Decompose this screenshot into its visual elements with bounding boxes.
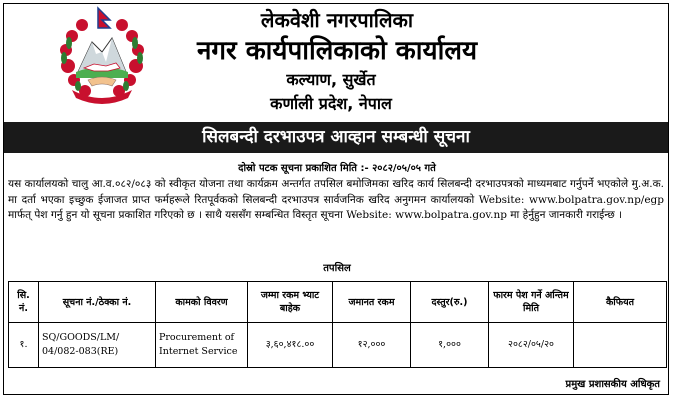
table-caption: तपसिल	[323, 263, 351, 274]
cell-sn: १.	[9, 323, 39, 368]
cell-remarks	[574, 323, 667, 368]
col-header-amount: जम्मा रकम भ्याट बाहेक	[248, 282, 333, 323]
col-header-sn: सि. नं.	[9, 282, 39, 323]
office-location: कल्याण, सुर्खेत	[286, 70, 376, 89]
table-header-row	[9, 282, 667, 323]
publication-date: दोस्रो पटक सूचना प्रकाशित मिति :- २०८२/०५/०५ गते	[238, 163, 436, 174]
table-row	[9, 323, 667, 368]
col-header-description: कामको विवरण	[156, 282, 248, 323]
cell-deadline: २०८२/०५/२०	[489, 323, 574, 368]
col-header-remarks: कैफियत	[574, 282, 667, 323]
cell-fee: १,०००	[411, 323, 489, 368]
signatory: प्रमुख प्रशासकीय अधिकृत	[565, 379, 660, 390]
cell-amount: ३,६०,४१८.००	[248, 323, 333, 368]
col-header-fee: दस्तुर(रु.)	[411, 282, 489, 323]
notice-body: यस कार्यालयको चालु आ.व.०८२/०८३ को स्वीकृत योजना तथा कार्यक्रम अन्तर्गत तपसिल बमोजिमका खरिद कार्य सिलबन्दी दरभाउपत्रको माध्यमबाट गर्नुपर्ने भएकोले मु.अ.क. मा दर्ता भएका इच्छुक ईजाजत प्राप्त फर्महरूले रितपूर्वकको सिलबन्दी दरभाउपत्र सार्वजनिक खरिद अनुगमन कार्यालयको Website: www.bolpatra.gov.np/egp मार्फत् पेश गर्नु हुन यो सूचना प्रकाशित गरिएको छ । साथै यससँग सम्बन्धित विस्तृत सूचना Website: www.bolpatra.gov.np मा हेर्नुहुन जानकारी गराईन्छ ।	[8, 178, 664, 221]
details-table	[8, 281, 667, 368]
col-header-security: जमानत रकम	[333, 282, 411, 323]
notice-title-banner: सिलबन्दी दरभाउपत्र आव्हान सम्बन्धी सूचना	[4, 122, 668, 153]
col-header-deadline: फारम पेश गर्ने अन्तिम मिति	[489, 282, 574, 323]
office-name: नगर कार्यपालिकाको कार्यालय	[196, 36, 478, 66]
municipality-name: लेकवेशी नगरपालिका	[260, 8, 414, 32]
cell-description: Procurement of Internet Service	[156, 323, 248, 368]
office-province: कर्णाली प्रदेश, नेपाल	[270, 94, 392, 113]
cell-notice-no: SQ/GOODS/LM/ 04/082-083(RE)	[39, 323, 156, 368]
cell-security: १२,०००	[333, 323, 411, 368]
col-header-notice-no: सूचना नं./ठेक्का नं.	[39, 282, 156, 323]
